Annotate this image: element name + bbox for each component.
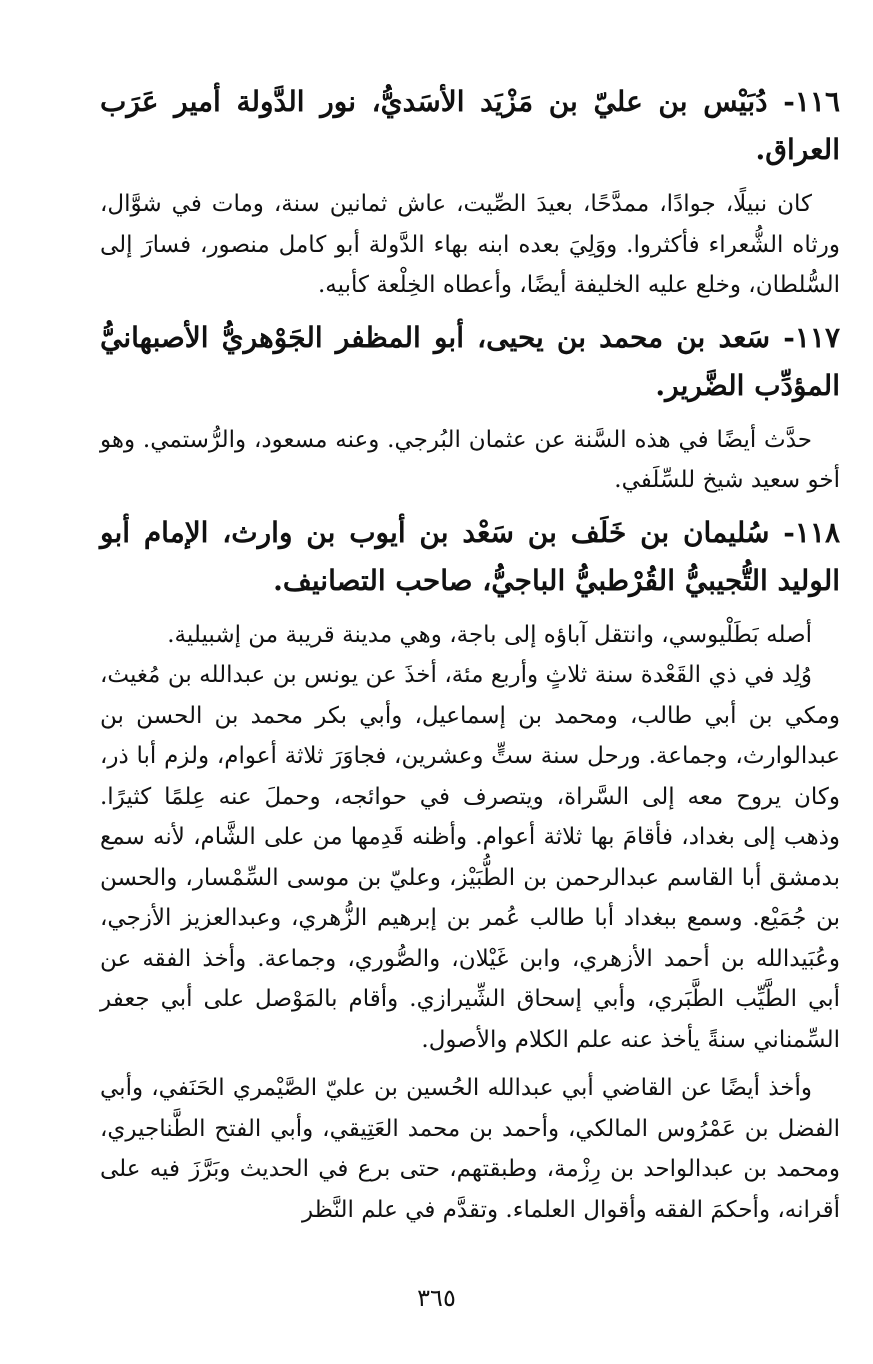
entry-116-title: ١١٦- دُبَيْس بن عليّ بن مَزْيَد الأسَديُّ، نور الدَّولة أمير عَرَب العراق.	[100, 85, 840, 166]
page-body	[100, 78, 840, 1230]
entry-116-paragraph: كان نبيلًا، جوادًا، ممدَّحًا، بعيدَ الصِّيت، عاش ثمانين سنة، ومات في شوَّال، ورثاه الشُّعراء فأكثروا. ووَلِيَ بعده ابنه بهاء الدَّولة أبو كامل منصور، فسارَ إلى السُّلطان، وخلع عليه الخليفة أيضًا، وأعطاه الخِلْعة كأبيه.	[100, 191, 840, 298]
entry-118-title: ١١٨- سُليمان بن خَلَف بن سَعْد بن أيوب بن وارث، الإمام أبو الوليد التُّجيبيُّ القُرْطبيُّ الباجيُّ، صاحب التصانيف.	[100, 515, 840, 597]
entry-117-paragraph: حدَّث أيضًا في هذه السَّنة عن عثمان البُرجي. وعنه مسعود، والرُّستمي. وهو أخو سعيد شيخ للسِّلَفي.	[100, 426, 840, 493]
entry-118-paragraph-origin: أصله بَطَلْيوسي، وانتقل آباؤه إلى باجة، وهي مدينة قريبة من إشبيلية.	[167, 621, 812, 648]
entry-117-title: ١١٧- سَعد بن محمد بن يحيى، أبو المظفر الجَوْهريُّ الأصبهانيُّ المؤدِّب الضَّرير.	[100, 320, 840, 402]
entry-118-paragraph-teachers: وأخذ أيضًا عن القاضي أبي عبدالله الحُسين بن عليّ الصَّيْمري الحَنَفي، وأبي الفضل بن عَمْرُوس المالكي، وأحمد بن محمد العَتِيقي، وأبي الفتح الطَّناجيري، ومحمد بن عبدالواحد بن رِزْمة، وطبقتهم، حتى برع في الحديث وبَرَّزَ فيه على أقرانه، وأحكمَ الفقه وأقوال العلماء. وتقدَّم في علم النَّظر	[100, 1075, 840, 1223]
entry-118-paragraph-birth: وُلِد في ذي القَعْدة سنة ثلاثٍ وأربع مئة، أخذَ عن يونس بن عبدالله بن مُغيث، ومكي بن أبي طالب، ومحمد بن إسماعيل، وأبي بكر محمد بن الحسن بن عبدالوارث، وجماعة. ورحل سنة ستٍّ وعشرين، فجاوَرَ ثلاثة أعوام، ولزم أبا ذر، وكان يروح معه إلى السَّراة، ويتصرف في حوائجه، وحملَ عنه عِلمًا كثيرًا. وذهب إلى بغداد، فأقامَ بها ثلاثة أعوام. وأظنه قَدِمها من على الشَّام، لأنه سمع بدمشق أبا القاسم عبدالرحمن بن الطُّبَيْز، وعليّ بن موسى السِّمْسار، والحسن بن جُمَيْع. وسمع ببغداد أبا طالب عُمر بن إبرهيم الزُّهري، وعبدالعزيز الأزجي، وعُبَيدالله بن أحمد الأزهري، وابن غَيْلان، والصُّوري، وجماعة. وأخذ الفقه عن أبي الطَّيِّب الطَّبَري، وأبي إسحاق الشِّيرازي. وأقام بالمَوْصل على أبي جعفر السِّمناني سنةً يأخذ عنه علم الكلام والأصول.	[100, 662, 840, 1053]
page-number: ٣٦٥	[417, 1284, 456, 1312]
